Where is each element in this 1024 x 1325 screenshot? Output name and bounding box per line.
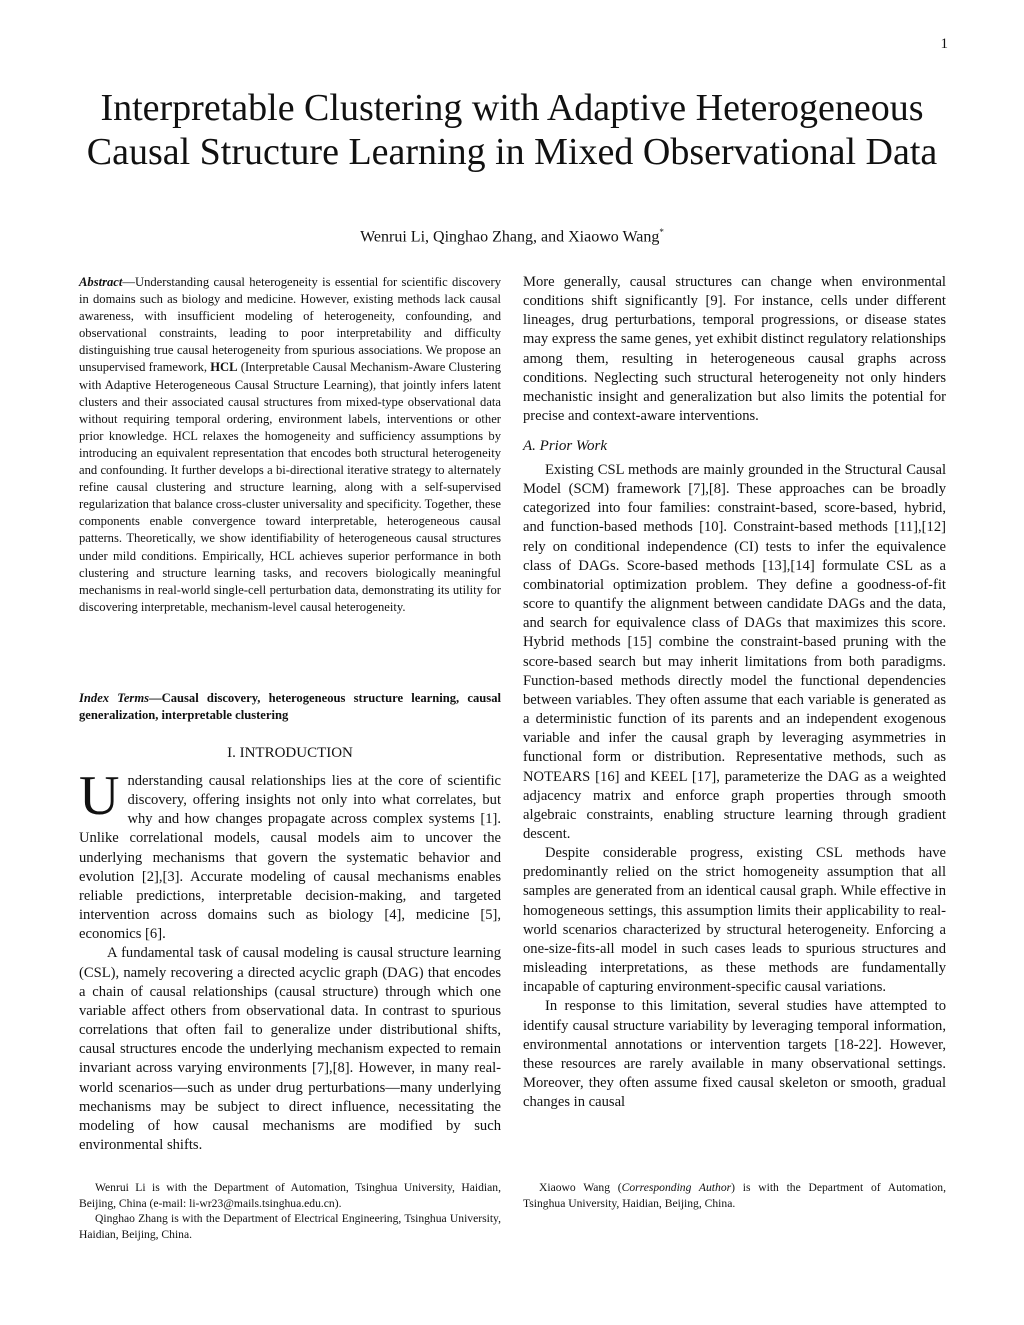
corresponding-mark: * (659, 227, 664, 237)
abstract-text-after: (Interpretable Causal Mechanism-Aware Clustering with Adaptive Heterogeneous Causal Structure Learning), that jointly infers latent clusters and their associated causal structures from mixed-type observational data without requiring temporal ordering, environment labels, interventions or other prior knowledge. HCL relaxes the homogeneity and sufficiency assumptions by introducing an equivalent representation that encodes both structural heterogeneity and confounding. It further develops a bi-directional iterative strategy to alternately refine causal clustering and structure learning, along with a self-supervised regularization that balance cross-cluster universality and specificity. Together, these components enable convergence toward interpretable, heterogeneous causal patterns. Theoretically, we show identifiability of heterogeneous causal structures under mild conditions. Empirically, HCL achieves superior performance in both clustering and structure learning tasks, and recovers biologically meaningful mechanisms in real-world single-cell perturbation data, demonstrating its utility for discovering interpretable, mechanism-level causal heterogeneity. (79, 360, 501, 614)
footnote-xiaowo-wang (523, 1180, 946, 1211)
index-terms-label: Index Terms (79, 691, 150, 705)
author-names: Wenrui Li, Qinghao Zhang, and Xiaowo Wang (360, 228, 660, 246)
footnotes-left (79, 1180, 501, 1242)
footnote-right-name: Xiaowo Wang ( (539, 1181, 622, 1194)
subsection-heading-prior-work: A. Prior Work (523, 438, 608, 454)
paper-title: Interpretable Clustering with Adaptive Heterogeneous Causal Structure Learning in Mixed Observational Data (86, 87, 938, 173)
prior-work-paragraph-3: In response to this limitation, several studies have attempted to identify causal structure variability by leveraging temporal information, environmental annotations or intervention targets [18-22]. However, these resources are rarely available in many observational settings. Moreover, they often assume fixed causal skeleton or smooth, gradual changes in causal (523, 998, 946, 1111)
page-number: 1 (940, 36, 948, 52)
footnote-wenrui-li: Wenrui Li is with the Department of Automation, Tsinghua University, Haidian, Beijing, China (e-mail: li-wr23@mails.tsinghua.edu.cn). (79, 1181, 501, 1210)
index-terms-text: —Causal discovery, heterogeneous structure learning, causal generalization, interpretable clustering (79, 691, 501, 723)
index-terms (79, 690, 501, 725)
footnote-qinghao-zhang: Qinghao Zhang is with the Department of Electrical Engineering, Tsinghua University, Haidian, Beijing, China. (79, 1212, 501, 1241)
dropcap: U (79, 765, 120, 827)
abstract-label: Abstract (79, 275, 123, 289)
footnote-right-rest: ) is with the Department of Automation, Tsinghua University, Haidian, Beijing, China. (523, 1181, 946, 1210)
authors (60, 227, 964, 246)
section-heading-introduction: I. INTRODUCTION (227, 745, 353, 761)
right-column-paragraph-1: More generally, causal structures can change when environmental conditions shift significantly [9]. For instance, cells under different lineages, drug perturbations, temporal progressions, or disease states may express the same genes, yet exhibit distinct regulatory relationships among them, resulting in heterogeneous causal graphs across conditions. Neglecting such structural heterogeneity not only hinders mechanistic insight and generalization but also limits the potential for precise and context-aware interventions. (523, 274, 946, 425)
abstract-hcl: HCL (210, 360, 238, 375)
abstract-text-before: —Understanding causal heterogeneity is essential for scientific discovery in domains such as biology and medicine. However, existing methods lack causal awareness, with insufficient modeling of heterogeneity, confounding, and observational constraints, leading to poor interpretability and difficulty distinguishing true causal heterogeneity from spurious associations. We propose an unsupervised framework, (79, 275, 501, 375)
prior-work-paragraph-2: Despite considerable progress, existing CSL methods have predominantly relied on the strict homogeneity assumption that all samples are generated from an identical causal graph. While effective in homogeneous settings, this assumption limits their applicability to real-world scenarios characterized by structural heterogeneity. Enforcing a one-size-fits-all model in such cases leads to spurious structures and misleading interpretations, as these methods are fundamentally incapable of capturing environment-specific causal variations. (523, 845, 946, 996)
intro-paragraph-2: A fundamental task of causal modeling is causal structure learning (CSL), namely recovering a directed acyclic graph (DAG) that encodes a chain of causal relationships (causal structure) through which one variable affect others from observational data. In contrast to spurious correlations that often fail to generalize under distributional shifts, causal structures encode the underlying mechanism expected to remain invariant across varying environments [7],[8]. However, in many real-world scenarios—such as under drug perturbations—many underlying mechanisms may be subject to direct influence, necessitating the modeling of how causal mechanisms are modified by such environmental shifts. (79, 945, 501, 1153)
intro-paragraph-1 (79, 765, 501, 944)
prior-work-paragraph-1: Existing CSL methods are mainly grounded in the Structural Causal Model (SCM) framework [7],[8]. These approaches can be broadly categorized into four families: constraint-based, score-based, hybrid, and function-based methods [10]. Constraint-based methods [11],[12] rely on conditional independence (CI) tests to infer the equivalence class of DAGs. Score-based methods [13],[14] formulate CSL as a combinatorial optimization problem. They define a goodness-of-fit score to quantify the alignment between candidate DAGs and the data, and search for equivalence class of DAGs that maximizes this score. Hybrid methods [15] combine the constraint-based pruning with the score-based search but may inherit limitations from both paradigms. Function-based methods directly model the functional dependencies between variables. They often assume that each variable is generated as a deterministic function of its parents and an independent exogenous variable and infer the causal graph by leveraging asymmetries in functional form or distribution. Representative methods, such as NOTEARS [16] and KEEL [17], parameterize the DAG as a weighted adjacency matrix and enforce graph properties through smooth algebraic constraints, enabling structure learning through gradient descent. (523, 462, 946, 842)
footnote-right-role: Corresponding Author (621, 1181, 732, 1194)
introduction (79, 765, 501, 1155)
footnotes-right (523, 1180, 946, 1211)
prior-work (523, 461, 946, 1112)
intro-paragraph-1-text: nderstanding causal relationships lies at the core of scientific discovery, offering insights not only into what correlates, but why and how changes propagate across complex systems [1]. Unlike correlational models, causal models aim to uncover the underlying mechanisms that govern the systematic behavior and evolution [2],[3]. Accurate modeling of causal mechanisms enables reliable predictions, interpretable decision-making, and targeted intervention across domains such as biology [4], medicine [5], economics [6]. (79, 773, 501, 943)
abstract (79, 274, 501, 616)
